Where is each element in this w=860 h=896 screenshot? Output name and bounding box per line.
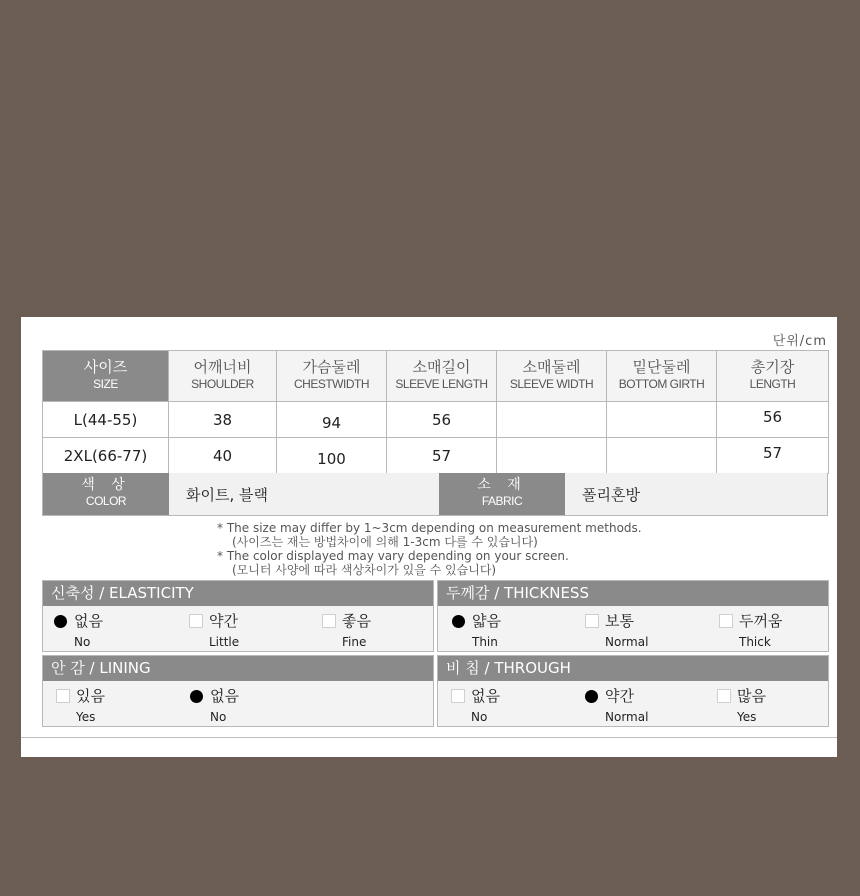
table-cell: L(44-55) <box>43 402 169 438</box>
table-cell: 57 <box>387 438 497 474</box>
bottom-divider <box>21 737 837 738</box>
through-panel: 비 침 / THROUGH 없음 No 약간 Normal 많음 Yes <box>437 655 829 727</box>
selected-dot-icon <box>585 690 598 703</box>
color-value: 화이트, 블랙 <box>169 473 439 515</box>
table-cell: 56 <box>387 402 497 438</box>
checkbox-icon <box>719 614 733 628</box>
header-sleeve-length: 소매길이 SLEEVE LENGTH <box>387 351 497 402</box>
size-info-card <box>21 317 837 757</box>
note-color-ko: (모니터 사양에 따라 색상차이가 있을 수 있습니다) <box>232 563 497 577</box>
lining-title: 안 감 / LINING <box>43 656 433 681</box>
checkbox-icon <box>189 614 203 628</box>
fabric-label: 소 재 FABRIC <box>439 473 565 515</box>
checkbox-icon <box>56 689 70 703</box>
table-cell: 40 <box>169 438 277 474</box>
header-bottom-girth: 밑단둘레 BOTTOM GIRTH <box>607 351 717 402</box>
table-cell: 57 <box>717 438 829 474</box>
header-length: 총기장 LENGTH <box>717 351 829 402</box>
color-label: 색 상 COLOR <box>43 473 169 515</box>
elasticity-title: 신축성 / ELASTICITY <box>43 581 433 606</box>
selected-dot-icon <box>452 615 465 628</box>
table-cell: 2XL(66-77) <box>43 438 169 474</box>
size-table <box>42 350 829 474</box>
header-size: 사이즈 SIZE <box>43 351 169 402</box>
header-shoulder: 어깨너비 SHOULDER <box>169 351 277 402</box>
table-row <box>43 438 829 474</box>
table-cell <box>497 438 607 474</box>
checkbox-icon <box>717 689 731 703</box>
fabric-value: 폴리혼방 <box>565 473 827 515</box>
table-cell: 100 <box>277 438 387 474</box>
table-cell: 94 <box>277 402 387 438</box>
table-cell: 56 <box>717 402 829 438</box>
checkbox-icon <box>585 614 599 628</box>
lining-panel: 안 감 / LINING 있음 Yes 없음 No <box>42 655 434 727</box>
selected-dot-icon <box>54 615 67 628</box>
table-cell <box>607 438 717 474</box>
thickness-title: 두께감 / THICKNESS <box>438 581 828 606</box>
table-row <box>43 402 829 438</box>
table-cell <box>497 402 607 438</box>
note-size-en: * The size may differ by 1~3cm depending on measurement methods. <box>217 521 642 535</box>
checkbox-icon <box>322 614 336 628</box>
header-sleeve-width: 소매둘레 SLEEVE WIDTH <box>497 351 607 402</box>
table-cell <box>607 402 717 438</box>
selected-dot-icon <box>190 690 203 703</box>
table-cell: 38 <box>169 402 277 438</box>
thickness-panel: 두께감 / THICKNESS 얇음 Thin 보통 Normal 두꺼움 Thick <box>437 580 829 652</box>
unit-label: 단위/cm <box>772 334 827 349</box>
header-chest: 가슴둘레 CHESTWIDTH <box>277 351 387 402</box>
note-size-ko: (사이즈는 재는 방법차이에 의해 1-3cm 다를 수 있습니다) <box>232 535 538 549</box>
color-fabric-row <box>42 473 828 516</box>
note-color-en: * The color displayed may vary depending on your screen. <box>217 549 569 563</box>
size-table-header-row <box>43 351 829 402</box>
size-notes <box>217 521 642 577</box>
checkbox-icon <box>451 689 465 703</box>
through-title: 비 침 / THROUGH <box>438 656 828 681</box>
elasticity-panel: 신축성 / ELASTICITY 없음 No 약간 Little 좋음 Fine <box>42 580 434 652</box>
